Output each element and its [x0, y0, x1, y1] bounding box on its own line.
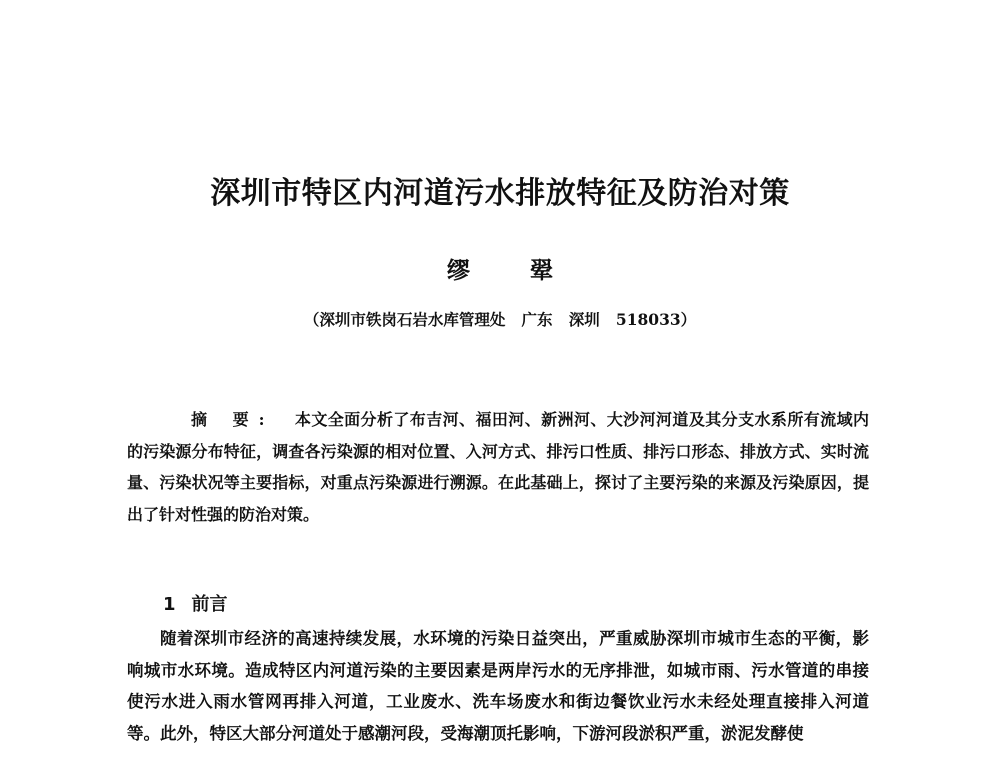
- abstract-label: 摘 要:: [191, 410, 275, 429]
- intro-paragraph: 随着深圳市经济的高速持续发展，水环境的污染日益突出，严重威胁深圳市城市生态的平衡，影响城市水环境。造成特区内河道污染的主要因素是两岸污水的无序排泄，如城市雨、污水管道的串接使污水进入雨水管网再排入河道，工业废水、洗车场废水和街边餐饮业污水未经处理直接排入河道等。此外，特区大部分河道处于感潮河段，受海潮顶托影响，下游河段淤积严重，淤泥发酵使: [127, 629, 869, 743]
- author-affiliation: （深圳市铁岗石岩水库管理处 广东 深圳 518033）: [303, 310, 697, 329]
- section-heading: [163, 591, 228, 619]
- section-number: 1: [163, 594, 176, 615]
- paper-title: 深圳市特区内河道污水排放特征及防治对策: [210, 176, 790, 211]
- abstract-paragraph: [127, 404, 869, 530]
- author-name: 缪 翚: [446, 257, 579, 284]
- section-title: 前言: [191, 594, 228, 615]
- abstract-text: 本文全面分析了布吉河、福田河、新洲河、大沙河河道及其分支水系所有流域内的污染源分布特征，调查各污染源的相对位置、入河方式、排污口性质、排污口形态、排放方式、实时流量、污染状况等主要指标，对重点污染源进行溯源。在此基础上，探讨了主要污染的来源及污染原因，提出了针对性强的防治对策。: [127, 410, 869, 524]
